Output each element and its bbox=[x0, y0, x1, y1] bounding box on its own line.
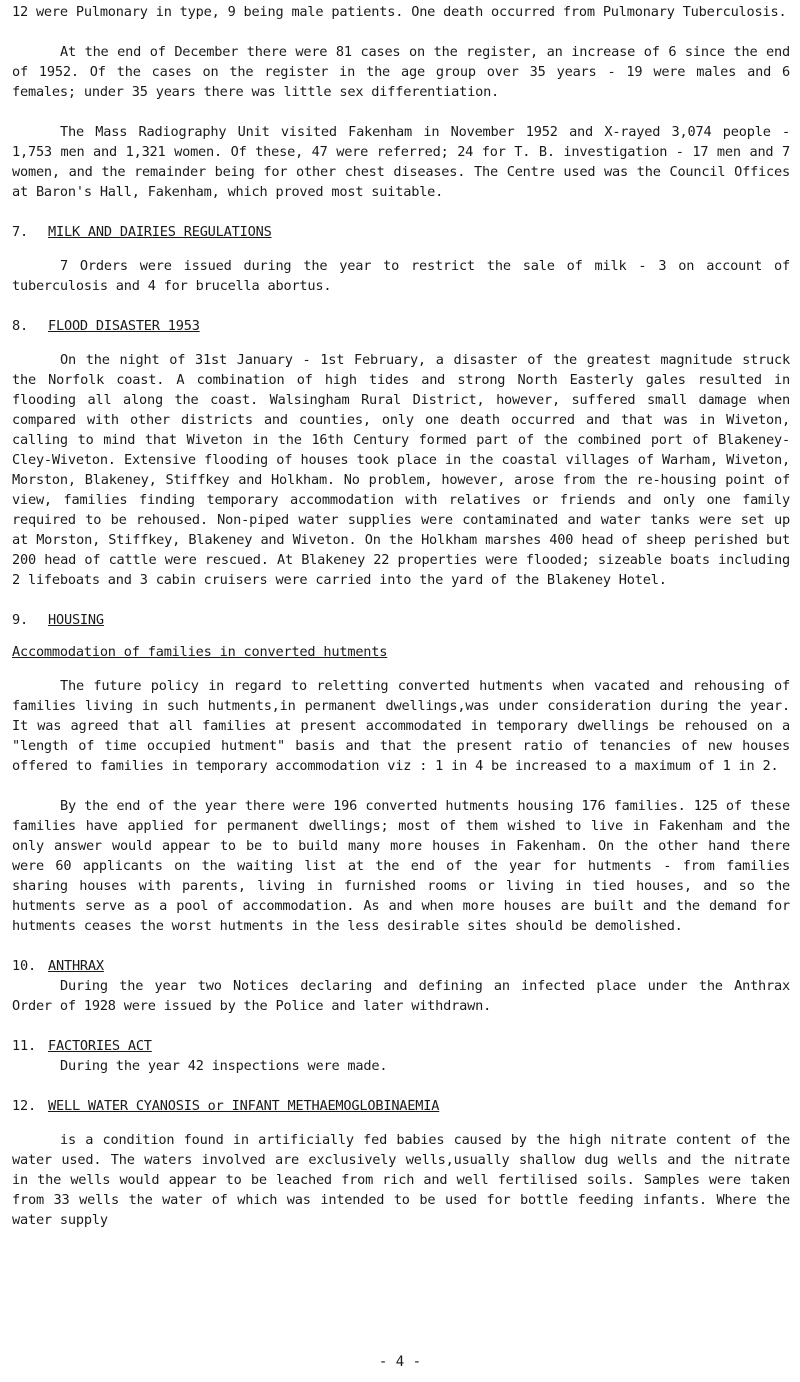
section-heading bbox=[12, 316, 790, 336]
section-title: FLOOD DISASTER 1953 bbox=[48, 318, 200, 334]
section-housing bbox=[12, 610, 790, 936]
intro-paragraph-2: At the end of December there were 81 cases on the register, an increase of 6 since the end of 1952. Of the cases on the register in the age group over 35 years - 19 were males and 6 females; under 35 years there was little sex differentiation. bbox=[12, 44, 790, 100]
section-heading bbox=[12, 610, 790, 630]
section-subheading: Accommodation of families in converted hutments bbox=[12, 644, 388, 660]
section-paragraph: is a condition found in artificially fed babies caused by the high nitrate content of the water used. The waters involved are exclusively wells,usually shallow dug wells and the nitrate in the wells would appear to be leached from rich and well fertilised soils. Samples were taken from 33 wells the water of which was intended to be used for bottle feeding infants. Where the water supply bbox=[12, 1132, 790, 1228]
section-paragraph: During the year two Notices declaring and defining an infected place under the Anthrax Order of 1928 were issued by the Police and later withdrawn. bbox=[12, 978, 790, 1014]
section-title: ANTHRAX bbox=[48, 958, 104, 974]
section-title: HOUSING bbox=[48, 612, 104, 628]
section-paragraph: 7 Orders were issued during the year to restrict the sale of milk - 3 on account of tuberculosis and 4 for brucella abortus. bbox=[12, 258, 790, 294]
section-heading bbox=[12, 222, 790, 242]
section-title: WELL WATER CYANOSIS or INFANT METHAEMOGLOBINAEMIA bbox=[48, 1098, 440, 1114]
section-milk-and-dairies bbox=[12, 222, 790, 296]
section-paragraph: On the night of 31st January - 1st February, a disaster of the greatest magnitude struck the Norfolk coast. A combination of high tides and strong North Easterly gales resulted in flooding all along the coast. Walsingham Rural District, however, suffered small damage when compared with other districts and counties, only one death occurred and that was in Wiveton, calling to mind that Wiveton in the 16th Century formed part of the combined port of Blakeney-Cley-Wiveton. Extensive flooding of houses took place in the coastal villages of Warham, Wiveton, Morston, Blakeney, Stiffkey and Holkham. No problem, however, arose from the re-housing point of view, families finding temporary accommodation with relatives or friends and only one family required to be rehoused. Non-piped water supplies were contaminated and water tanks were set up at Morston, Stiffkey, Blakeney and Wiveton. On the Holkham marshes 400 head of sheep perished but 200 head of cattle were rescued. At Blakeney 22 properties were flooded; sizeable boats including 2 lifeboats and 3 cabin cruisers were carried into the yard of the Blakeney Hotel. bbox=[12, 352, 790, 588]
section-paragraph: During the year 42 inspections were made. bbox=[60, 1058, 388, 1074]
section-number: 7. bbox=[12, 224, 28, 240]
section-paragraph: The future policy in regard to reletting converted hutments when vacated and rehousing of families living in such hutments,in permanent dwellings,was under consideration during the year. It was agreed that all families at present accommodated in temporary dwellings be rehoused on a "length of time occupied hutment" basis and that the present ratio of tenancies of new houses offered to families in temporary accommodation viz : 1 in 4 be increased to a maximum of 1 in 2. bbox=[12, 678, 790, 774]
section-heading bbox=[12, 956, 790, 976]
section-number: 10. bbox=[12, 958, 36, 974]
page-number: - 4 - bbox=[378, 1354, 422, 1370]
section-heading bbox=[12, 1096, 790, 1116]
section-number: 8. bbox=[12, 318, 28, 334]
intro-paragraph-1: 12 were Pulmonary in type, 9 being male patients. One death occurred from Pulmonary Tuberculosis. bbox=[12, 4, 787, 20]
section-well-water-cyanosis bbox=[12, 1096, 790, 1230]
section-number: 9. bbox=[12, 612, 28, 628]
section-paragraph: By the end of the year there were 196 converted hutments housing 176 families. 125 of these families have applied for permanent dwellings; most of them wished to live in Fakenham and the only answer would appear to be to build many more houses in Fakenham. On the other hand there were 60 applicants on the waiting list at the end of the year for hutments - from families sharing houses with parents, living in furnished rooms or living in tied houses, and so the hutments serve as a pool of accommodation. As and when more houses are built and the demand for hutments ceases the worst hutments in the less desirable sites should be demolished. bbox=[12, 798, 790, 934]
section-factories-act bbox=[12, 1036, 790, 1076]
intro-paragraph-3: The Mass Radiography Unit visited Fakenham in November 1952 and X-rayed 3,074 people - 1,753 men and 1,321 women. Of these, 47 were referred; 24 for T. B. investigation - 17 men and 7 women, and the remainder being for other chest diseases. The Centre used was the Council Offices at Baron's Hall, Fakenham, which proved most suitable. bbox=[12, 124, 790, 200]
section-number: 12. bbox=[12, 1098, 36, 1114]
section-heading bbox=[12, 1036, 790, 1056]
section-title: FACTORIES ACT bbox=[48, 1038, 152, 1054]
section-number: 11. bbox=[12, 1038, 36, 1054]
section-anthrax bbox=[12, 956, 790, 1016]
section-flood-disaster bbox=[12, 316, 790, 590]
section-title: MILK AND DAIRIES REGULATIONS bbox=[48, 224, 272, 240]
document-page bbox=[12, 2, 790, 1230]
